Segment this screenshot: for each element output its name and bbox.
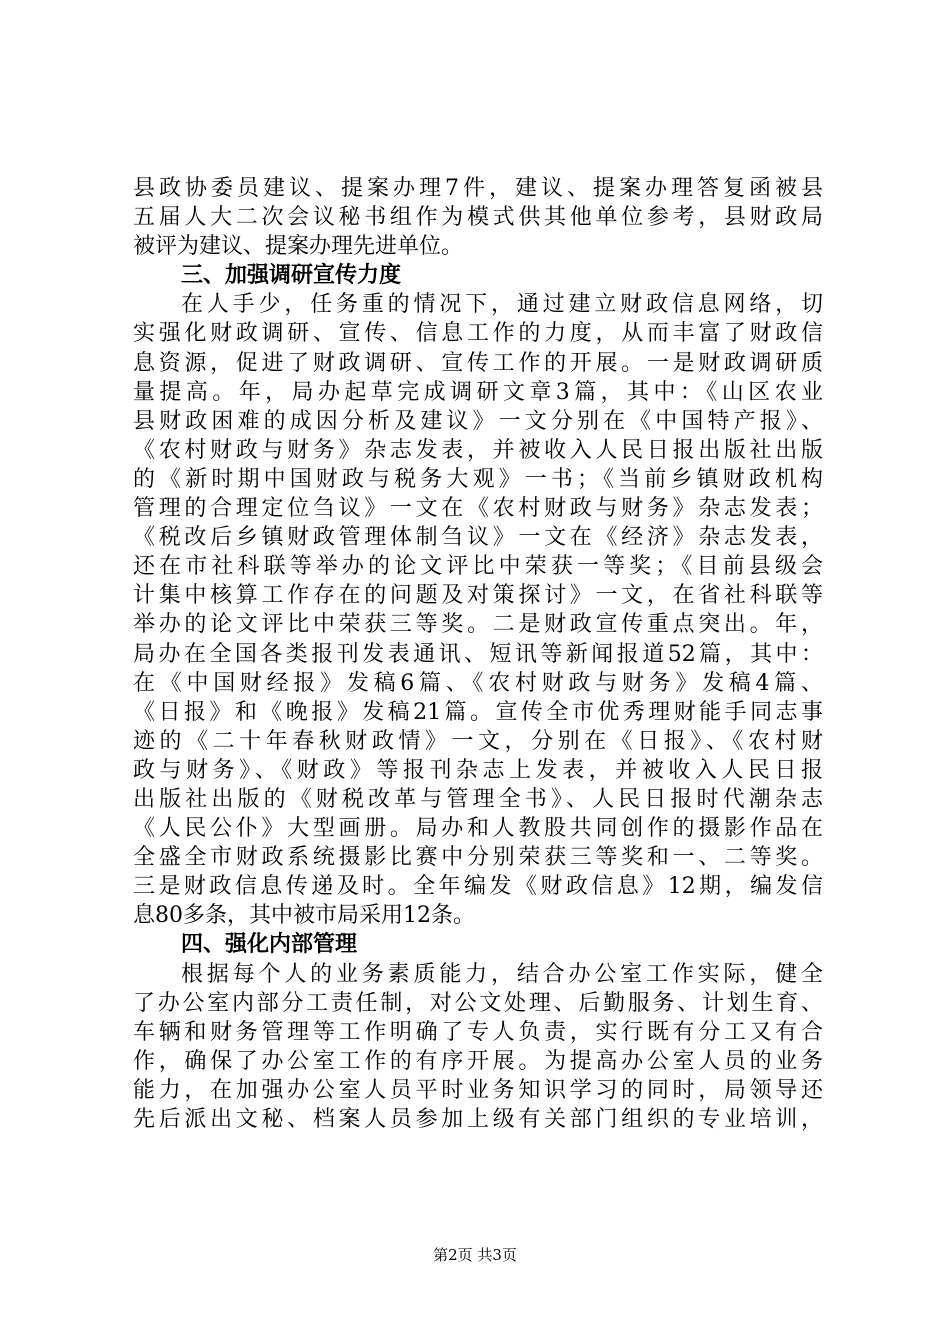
body-line: 车辆和财务管理等工作明确了专人负责，实行既有分工又有合 <box>133 1019 823 1045</box>
body-line: 量提高。年，局办起草完成调研文章3篇，其中：《山区农业 <box>133 379 823 405</box>
body-line: 《农村财政与财务》杂志发表，并被收入人民日报出版社出版 <box>133 437 823 463</box>
body-line: 管理的合理定位刍议》一文在《农村财政与财务》杂志发表； <box>133 496 823 522</box>
body-line: 出版社出版的《财税改革与管理全书》、人民日报时代潮杂志 <box>133 786 823 812</box>
body-line: 《人民公仆》大型画册。局办和人教股共同创作的摄影作品在 <box>133 816 823 842</box>
body-line: 在人手少，任务重的情况下，通过建立财政信息网络，切 <box>181 292 823 318</box>
body-line: 举办的论文评比中荣获三等奖。二是财政宣传重点突出。年， <box>133 612 823 638</box>
body-line: 计集中核算工作存在的问题及对策探讨》一文，在省社科联等 <box>133 583 823 609</box>
body-line: 还在市社科联等举办的论文评比中荣获一等奖；《目前县级会 <box>133 554 823 580</box>
section-heading-4: 四、强化内部管理 <box>181 932 358 958</box>
body-line: 实强化财政调研、宣传、信息工作的力度，从而丰富了财政信 <box>133 321 823 347</box>
body-line: 五届人大二次会议秘书组作为模式供其他单位参考，县财政局 <box>133 205 823 231</box>
body-line: 息80多条，其中被市局采用12条。 <box>133 903 475 929</box>
body-line: 了办公室内部分工责任制，对公文处理、后勤服务、计划生育、 <box>133 990 823 1016</box>
body-line: 息资源，促进了财政调研、宣传工作的开展。一是财政调研质 <box>133 350 823 376</box>
body-line: 能力，在加强办公室人员平时业务知识学习的同时，局领导还 <box>133 1077 823 1103</box>
body-line: 在《中国财经报》发稿6篇、《农村财政与财务》发稿4篇、 <box>133 670 823 696</box>
body-line: 全盛全市财政系统摄影比赛中分别荣获三等奖和一、二等奖。 <box>133 845 823 871</box>
body-line: 县政协委员建议、提案办理7件，建议、提案办理答复函被县 <box>133 176 823 201</box>
body-line: 作，确保了办公室工作的有序开展。为提高办公室人员的业务 <box>133 1048 823 1074</box>
body-line: 三是财政信息传递及时。全年编发《财政信息》12期，编发信 <box>133 874 823 900</box>
body-line: 县财政困难的成因分析及建议》一文分别在《中国特产报》、 <box>133 408 823 434</box>
document-body <box>133 174 823 1134</box>
body-line: 迹的《二十年春秋财政情》一文，分别在《日报》、《农村财 <box>133 728 823 754</box>
body-line: 《税改后乡镇财政管理体制刍议》一文在《经济》杂志发表， <box>133 525 823 551</box>
body-line: 政与财务》、《财政》等报刊杂志上发表，并被收入人民日报 <box>133 757 823 783</box>
body-line: 《日报》和《晚报》发稿21篇。宣传全市优秀理财能手同志事 <box>133 699 823 725</box>
body-line: 被评为建议、提案办理先进单位。 <box>133 234 464 260</box>
section-heading-3: 三、加强调研宣传力度 <box>181 263 402 289</box>
body-line: 的《新时期中国财政与税务大观》一书；《当前乡镇财政机构 <box>133 466 823 492</box>
body-line: 局办在全国各类报刊发表通讯、短讯等新闻报道52篇，其中： <box>133 641 823 667</box>
body-line: 根据每个人的业务素质能力，结合办公室工作实际，健全 <box>181 961 823 987</box>
body-line: 先后派出文秘、档案人员参加上级有关部门组织的专业培训， <box>133 1107 823 1132</box>
page-number-footer: 第2页 共3页 <box>433 1246 517 1264</box>
